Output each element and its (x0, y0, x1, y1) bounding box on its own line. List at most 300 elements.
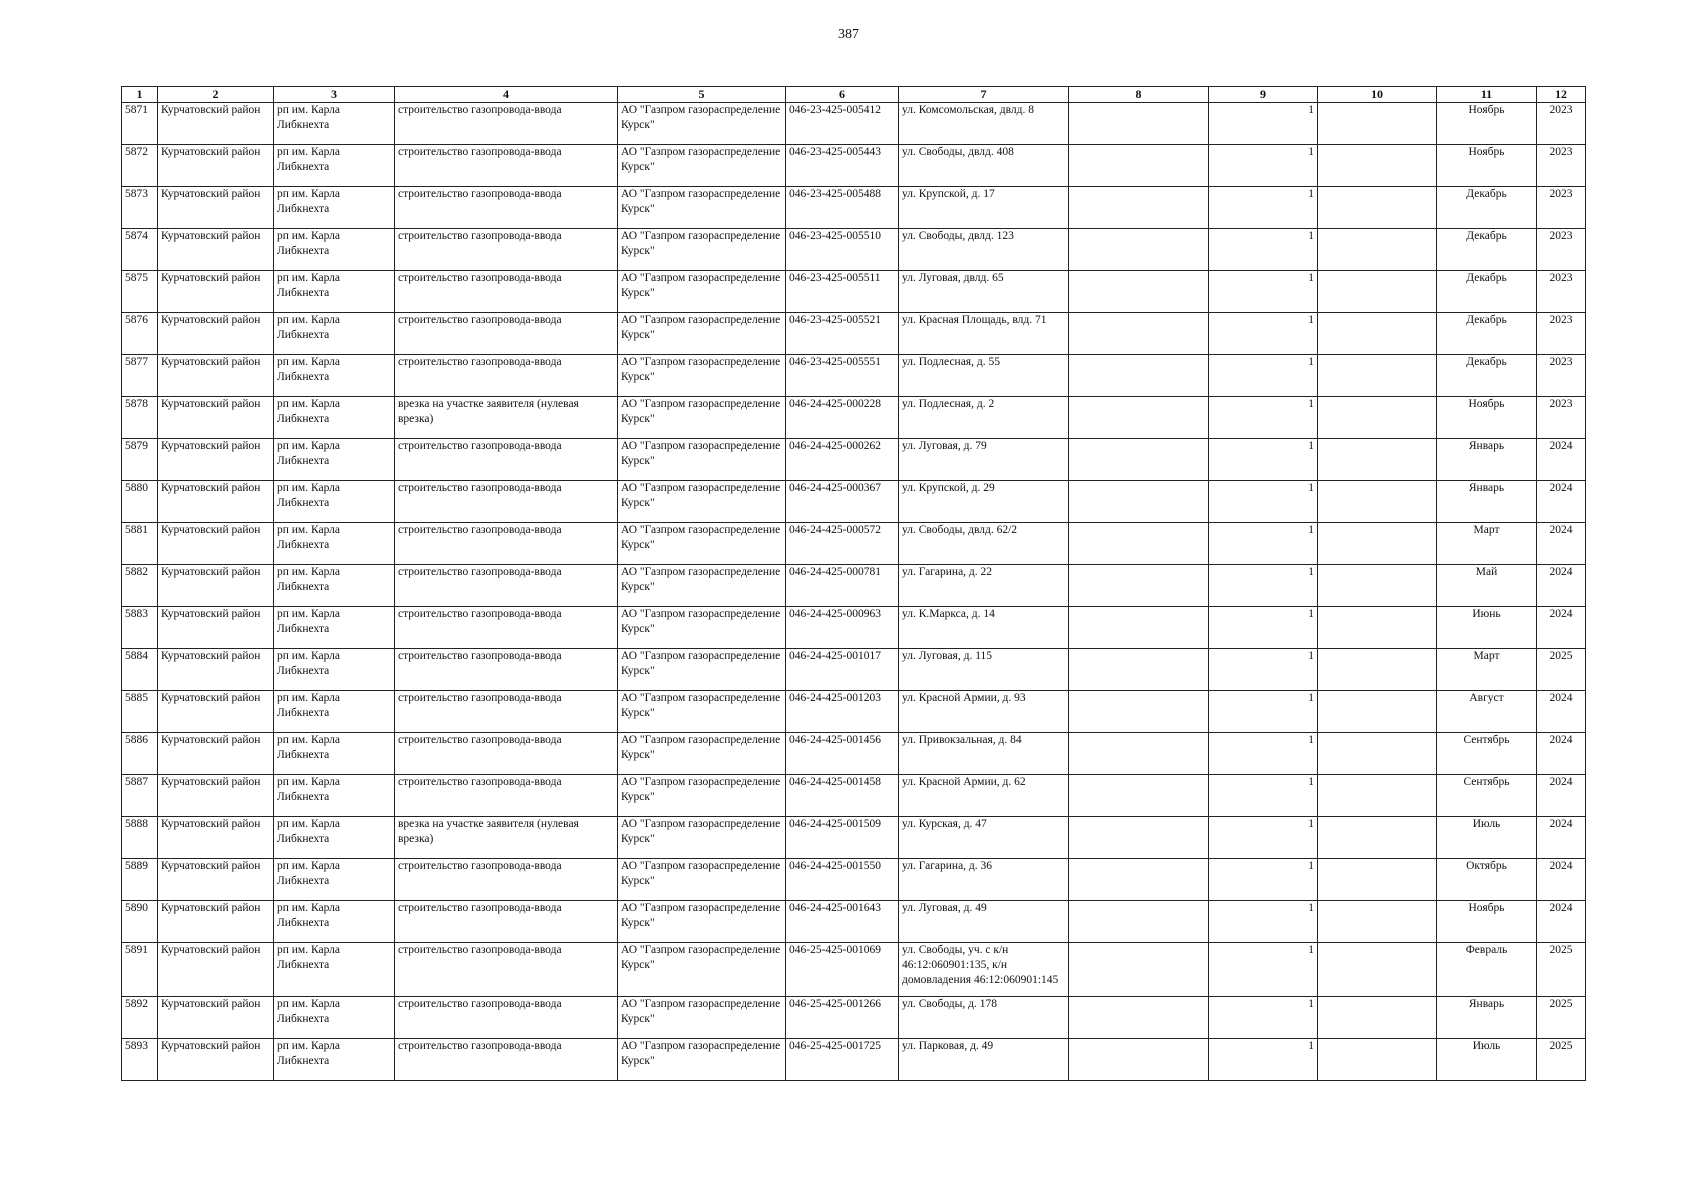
district-cell: Курчатовский район (158, 397, 274, 439)
month-cell: Ноябрь (1437, 103, 1537, 145)
work-type-cell: строительство газопровода-ввода (395, 271, 618, 313)
column-8-cell (1069, 1039, 1209, 1081)
column-8-cell (1069, 775, 1209, 817)
row-number-cell: 5891 (122, 943, 158, 997)
application-code-cell: 046-24-425-001203 (786, 691, 899, 733)
work-type-cell: строительство газопровода-ввода (395, 145, 618, 187)
organization-cell: АО "Газпром газораспределение Курск" (618, 271, 786, 313)
year-cell: 2024 (1537, 775, 1586, 817)
row-number-cell: 5890 (122, 901, 158, 943)
settlement-cell: рп им. Карла Либкнехта (274, 691, 395, 733)
quantity-cell: 1 (1209, 859, 1318, 901)
settlement-cell: рп им. Карла Либкнехта (274, 481, 395, 523)
row-number-cell: 5883 (122, 607, 158, 649)
row-number-cell: 5889 (122, 859, 158, 901)
column-8-cell (1069, 565, 1209, 607)
quantity-cell: 1 (1209, 901, 1318, 943)
column-header: 7 (899, 87, 1069, 103)
address-text: ул. Привокзальная, д. 84 (902, 734, 1022, 746)
column-10-cell (1318, 691, 1437, 733)
row-number-cell: 5886 (122, 733, 158, 775)
quantity-cell: 1 (1209, 439, 1318, 481)
district-cell: Курчатовский район (158, 313, 274, 355)
table-row (122, 229, 1586, 271)
column-10-cell (1318, 439, 1437, 481)
column-10-cell (1318, 817, 1437, 859)
settlement-cell: рп им. Карла Либкнехта (274, 397, 395, 439)
row-number-cell: 5872 (122, 145, 158, 187)
column-10-cell (1318, 901, 1437, 943)
district-cell: Курчатовский район (158, 145, 274, 187)
quantity-cell: 1 (1209, 607, 1318, 649)
month-cell: Ноябрь (1437, 397, 1537, 439)
application-code-cell: 046-23-425-005521 (786, 313, 899, 355)
year-cell: 2025 (1537, 997, 1586, 1039)
address-text: ул. Гагарина, д. 36 (902, 860, 993, 872)
column-10-cell (1318, 943, 1437, 997)
district-cell: Курчатовский район (158, 775, 274, 817)
year-cell: 2023 (1537, 313, 1586, 355)
month-cell: Март (1437, 649, 1537, 691)
organization-cell: АО "Газпром газораспределение Курск" (618, 859, 786, 901)
application-code-cell: 046-23-425-005412 (786, 103, 899, 145)
quantity-cell: 1 (1209, 733, 1318, 775)
address-text: ул. Луговая, д. 79 (902, 440, 987, 452)
column-header: 9 (1209, 87, 1318, 103)
application-code-cell: 046-24-425-000572 (786, 523, 899, 565)
work-type-cell: строительство газопровода-ввода (395, 943, 618, 997)
address-cell (899, 859, 1069, 901)
table-row (122, 733, 1586, 775)
organization-cell: АО "Газпром газораспределение Курск" (618, 997, 786, 1039)
district-cell: Курчатовский район (158, 523, 274, 565)
application-code-cell: 046-23-425-005551 (786, 355, 899, 397)
organization-cell: АО "Газпром газораспределение Курск" (618, 229, 786, 271)
year-cell: 2024 (1537, 733, 1586, 775)
district-cell: Курчатовский район (158, 481, 274, 523)
settlement-cell: рп им. Карла Либкнехта (274, 607, 395, 649)
address-text: ул. Гагарина, д. 22 (902, 566, 993, 578)
address-cell (899, 1039, 1069, 1081)
organization-cell: АО "Газпром газораспределение Курск" (618, 607, 786, 649)
table-row (122, 901, 1586, 943)
address-cell (899, 523, 1069, 565)
month-cell: Ноябрь (1437, 145, 1537, 187)
organization-cell: АО "Газпром газораспределение Курск" (618, 691, 786, 733)
year-cell: 2024 (1537, 523, 1586, 565)
column-header: 8 (1069, 87, 1209, 103)
year-cell: 2024 (1537, 607, 1586, 649)
application-code-cell: 046-24-425-000781 (786, 565, 899, 607)
work-type-cell: строительство газопровода-ввода (395, 649, 618, 691)
address-cell (899, 439, 1069, 481)
work-type-cell: строительство газопровода-ввода (395, 103, 618, 145)
year-cell: 2024 (1537, 901, 1586, 943)
address-cell (899, 397, 1069, 439)
work-type-cell: строительство газопровода-ввода (395, 607, 618, 649)
year-cell: 2024 (1537, 481, 1586, 523)
column-8-cell (1069, 187, 1209, 229)
address-cell (899, 103, 1069, 145)
quantity-cell: 1 (1209, 649, 1318, 691)
month-cell: Сентябрь (1437, 775, 1537, 817)
row-number-cell: 5878 (122, 397, 158, 439)
application-code-cell: 046-24-425-001643 (786, 901, 899, 943)
application-code-cell: 046-24-425-000228 (786, 397, 899, 439)
work-type-cell: строительство газопровода-ввода (395, 439, 618, 481)
address-text: ул. Курская, д. 47 (902, 818, 987, 830)
table-row (122, 145, 1586, 187)
district-cell: Курчатовский район (158, 103, 274, 145)
work-type-cell: строительство газопровода-ввода (395, 1039, 618, 1081)
district-cell: Курчатовский район (158, 901, 274, 943)
address-text: ул. Луговая, д. 115 (902, 650, 993, 662)
column-10-cell (1318, 481, 1437, 523)
row-number-cell: 5871 (122, 103, 158, 145)
month-cell: Сентябрь (1437, 733, 1537, 775)
column-10-cell (1318, 523, 1437, 565)
column-10-cell (1318, 859, 1437, 901)
column-header: 11 (1437, 87, 1537, 103)
column-8-cell (1069, 997, 1209, 1039)
month-cell: Май (1437, 565, 1537, 607)
table-row (122, 523, 1586, 565)
quantity-cell: 1 (1209, 943, 1318, 997)
quantity-cell: 1 (1209, 355, 1318, 397)
year-cell: 2024 (1537, 439, 1586, 481)
district-cell: Курчатовский район (158, 943, 274, 997)
table-row (122, 271, 1586, 313)
quantity-cell: 1 (1209, 565, 1318, 607)
month-cell: Декабрь (1437, 229, 1537, 271)
work-type-cell: строительство газопровода-ввода (395, 733, 618, 775)
organization-cell: АО "Газпром газораспределение Курск" (618, 145, 786, 187)
row-number-cell: 5880 (122, 481, 158, 523)
column-8-cell (1069, 271, 1209, 313)
organization-cell: АО "Газпром газораспределение Курск" (618, 187, 786, 229)
quantity-cell: 1 (1209, 997, 1318, 1039)
address-cell (899, 481, 1069, 523)
month-cell: Октябрь (1437, 859, 1537, 901)
column-header: 6 (786, 87, 899, 103)
row-number-cell: 5884 (122, 649, 158, 691)
column-10-cell (1318, 187, 1437, 229)
quantity-cell: 1 (1209, 817, 1318, 859)
table-row (122, 313, 1586, 355)
month-cell: Март (1437, 523, 1537, 565)
work-type-cell: врезка на участке заявителя (нулевая врезка) (395, 817, 618, 859)
row-number-cell: 5879 (122, 439, 158, 481)
month-cell: Июнь (1437, 607, 1537, 649)
column-8-cell (1069, 649, 1209, 691)
month-cell: Ноябрь (1437, 901, 1537, 943)
settlement-cell: рп им. Карла Либкнехта (274, 565, 395, 607)
district-cell: Курчатовский район (158, 439, 274, 481)
address-cell (899, 271, 1069, 313)
row-number-cell: 5892 (122, 997, 158, 1039)
quantity-cell: 1 (1209, 523, 1318, 565)
row-number-cell: 5893 (122, 1039, 158, 1081)
year-cell: 2024 (1537, 691, 1586, 733)
column-10-cell (1318, 313, 1437, 355)
column-8-cell (1069, 523, 1209, 565)
row-number-cell: 5882 (122, 565, 158, 607)
application-code-cell: 046-23-425-005510 (786, 229, 899, 271)
table-row (122, 355, 1586, 397)
month-cell: Декабрь (1437, 271, 1537, 313)
row-number-cell: 5873 (122, 187, 158, 229)
column-header: 1 (122, 87, 158, 103)
application-code-cell: 046-24-425-000367 (786, 481, 899, 523)
work-type-cell: строительство газопровода-ввода (395, 901, 618, 943)
page-number: 387 (838, 27, 859, 42)
column-10-cell (1318, 565, 1437, 607)
district-cell: Курчатовский район (158, 649, 274, 691)
column-header: 12 (1537, 87, 1586, 103)
district-cell: Курчатовский район (158, 271, 274, 313)
organization-cell: АО "Газпром газораспределение Курск" (618, 481, 786, 523)
quantity-cell: 1 (1209, 145, 1318, 187)
work-type-cell: строительство газопровода-ввода (395, 229, 618, 271)
work-type-cell: строительство газопровода-ввода (395, 565, 618, 607)
month-cell: Январь (1437, 481, 1537, 523)
address-cell (899, 145, 1069, 187)
application-code-cell: 046-24-425-001509 (786, 817, 899, 859)
address-cell (899, 649, 1069, 691)
column-10-cell (1318, 397, 1437, 439)
year-cell: 2025 (1537, 943, 1586, 997)
settlement-cell: рп им. Карла Либкнехта (274, 859, 395, 901)
settlement-cell: рп им. Карла Либкнехта (274, 649, 395, 691)
month-cell: Декабрь (1437, 313, 1537, 355)
year-cell: 2023 (1537, 145, 1586, 187)
column-header: 3 (274, 87, 395, 103)
application-code-cell: 046-24-425-001550 (786, 859, 899, 901)
quantity-cell: 1 (1209, 229, 1318, 271)
organization-cell: АО "Газпром газораспределение Курск" (618, 313, 786, 355)
organization-cell: АО "Газпром газораспределение Курск" (618, 439, 786, 481)
column-8-cell (1069, 901, 1209, 943)
address-cell (899, 187, 1069, 229)
table-row (122, 481, 1586, 523)
settlement-cell: рп им. Карла Либкнехта (274, 103, 395, 145)
district-cell: Курчатовский район (158, 355, 274, 397)
organization-cell: АО "Газпром газораспределение Курск" (618, 901, 786, 943)
district-cell: Курчатовский район (158, 817, 274, 859)
column-8-cell (1069, 481, 1209, 523)
column-8-cell (1069, 397, 1209, 439)
data-table (121, 86, 1586, 1081)
column-10-cell (1318, 103, 1437, 145)
month-cell: Август (1437, 691, 1537, 733)
year-cell: 2024 (1537, 817, 1586, 859)
address-text: ул. Свободы, двлд. 62/2 (902, 524, 1018, 536)
work-type-cell: строительство газопровода-ввода (395, 523, 618, 565)
table-row (122, 859, 1586, 901)
table-row (122, 439, 1586, 481)
table-row (122, 1039, 1586, 1081)
application-code-cell: 046-24-425-000963 (786, 607, 899, 649)
organization-cell: АО "Газпром газораспределение Курск" (618, 943, 786, 997)
row-number-cell: 5876 (122, 313, 158, 355)
month-cell: Июль (1437, 1039, 1537, 1081)
month-cell: Январь (1437, 997, 1537, 1039)
quantity-cell: 1 (1209, 187, 1318, 229)
work-type-cell: строительство газопровода-ввода (395, 859, 618, 901)
year-cell: 2023 (1537, 103, 1586, 145)
settlement-cell: рп им. Карла Либкнехта (274, 943, 395, 997)
month-cell: Декабрь (1437, 355, 1537, 397)
address-cell (899, 733, 1069, 775)
month-cell: Декабрь (1437, 187, 1537, 229)
district-cell: Курчатовский район (158, 733, 274, 775)
quantity-cell: 1 (1209, 775, 1318, 817)
application-code-cell: 046-24-425-001456 (786, 733, 899, 775)
organization-cell: АО "Газпром газораспределение Курск" (618, 1039, 786, 1081)
month-cell: Июль (1437, 817, 1537, 859)
row-number-cell: 5887 (122, 775, 158, 817)
row-number-cell: 5888 (122, 817, 158, 859)
address-cell (899, 229, 1069, 271)
column-8-cell (1069, 859, 1209, 901)
address-text: ул. Подлесная, д. 2 (902, 398, 995, 410)
district-cell: Курчатовский район (158, 1039, 274, 1081)
work-type-cell: строительство газопровода-ввода (395, 481, 618, 523)
row-number-cell: 5877 (122, 355, 158, 397)
row-number-cell: 5875 (122, 271, 158, 313)
column-header: 4 (395, 87, 618, 103)
year-cell: 2024 (1537, 859, 1586, 901)
column-header: 10 (1318, 87, 1437, 103)
district-cell: Курчатовский район (158, 187, 274, 229)
quantity-cell: 1 (1209, 271, 1318, 313)
work-type-cell: строительство газопровода-ввода (395, 355, 618, 397)
address-text: ул. Красной Армии, д. 93 (902, 692, 1026, 704)
settlement-cell: рп им. Карла Либкнехта (274, 145, 395, 187)
column-8-cell (1069, 439, 1209, 481)
address-cell (899, 313, 1069, 355)
table-row (122, 607, 1586, 649)
column-8-cell (1069, 607, 1209, 649)
district-cell: Курчатовский район (158, 565, 274, 607)
year-cell: 2023 (1537, 229, 1586, 271)
quantity-cell: 1 (1209, 481, 1318, 523)
address-cell (899, 997, 1069, 1039)
table-row (122, 691, 1586, 733)
year-cell: 2025 (1537, 649, 1586, 691)
address-text: ул. Крупской, д. 17 (902, 188, 995, 200)
column-10-cell (1318, 775, 1437, 817)
table-row (122, 187, 1586, 229)
work-type-cell: строительство газопровода-ввода (395, 313, 618, 355)
column-10-cell (1318, 271, 1437, 313)
table-row (122, 103, 1586, 145)
address-text: ул. Свободы, двлд. 408 (902, 146, 1014, 158)
quantity-cell: 1 (1209, 691, 1318, 733)
address-text: ул. Подлесная, д. 55 (902, 356, 1000, 368)
application-code-cell: 046-24-425-001458 (786, 775, 899, 817)
address-text: ул. Парковая, д. 49 (902, 1040, 994, 1052)
organization-cell: АО "Газпром газораспределение Курск" (618, 733, 786, 775)
address-text: ул. Красная Площадь, влд. 71 (902, 314, 1047, 326)
quantity-cell: 1 (1209, 1039, 1318, 1081)
organization-cell: АО "Газпром газораспределение Курск" (618, 397, 786, 439)
settlement-cell: рп им. Карла Либкнехта (274, 1039, 395, 1081)
quantity-cell: 1 (1209, 313, 1318, 355)
district-cell: Курчатовский район (158, 691, 274, 733)
organization-cell: АО "Газпром газораспределение Курск" (618, 775, 786, 817)
year-cell: 2023 (1537, 187, 1586, 229)
row-number-cell: 5885 (122, 691, 158, 733)
address-text: ул. Крупской, д. 29 (902, 482, 995, 494)
table-row (122, 775, 1586, 817)
settlement-cell: рп им. Карла Либкнехта (274, 313, 395, 355)
application-code-cell: 046-25-425-001266 (786, 997, 899, 1039)
application-code-cell: 046-24-425-000262 (786, 439, 899, 481)
settlement-cell: рп им. Карла Либкнехта (274, 817, 395, 859)
column-8-cell (1069, 313, 1209, 355)
application-code-cell: 046-25-425-001069 (786, 943, 899, 997)
column-10-cell (1318, 145, 1437, 187)
column-10-cell (1318, 1039, 1437, 1081)
address-text: ул. К.Маркса, д. 14 (902, 608, 995, 620)
table-row (122, 943, 1586, 997)
address-cell (899, 943, 1069, 997)
year-cell: 2023 (1537, 271, 1586, 313)
address-cell (899, 901, 1069, 943)
column-8-cell (1069, 229, 1209, 271)
district-cell: Курчатовский район (158, 607, 274, 649)
column-header: 5 (618, 87, 786, 103)
year-cell: 2023 (1537, 397, 1586, 439)
column-10-cell (1318, 733, 1437, 775)
column-10-cell (1318, 607, 1437, 649)
application-code-cell: 046-23-425-005488 (786, 187, 899, 229)
column-10-cell (1318, 997, 1437, 1039)
address-cell (899, 355, 1069, 397)
address-cell (899, 607, 1069, 649)
year-cell: 2023 (1537, 355, 1586, 397)
settlement-cell: рп им. Карла Либкнехта (274, 775, 395, 817)
work-type-cell: строительство газопровода-ввода (395, 775, 618, 817)
organization-cell: АО "Газпром газораспределение Курск" (618, 103, 786, 145)
organization-cell: АО "Газпром газораспределение Курск" (618, 649, 786, 691)
organization-cell: АО "Газпром газораспределение Курск" (618, 565, 786, 607)
address-text: ул. Красной Армии, д. 62 (902, 776, 1026, 788)
column-8-cell (1069, 733, 1209, 775)
year-cell: 2024 (1537, 565, 1586, 607)
quantity-cell: 1 (1209, 103, 1318, 145)
settlement-cell: рп им. Карла Либкнехта (274, 229, 395, 271)
district-cell: Курчатовский район (158, 997, 274, 1039)
organization-cell: АО "Газпром газораспределение Курск" (618, 523, 786, 565)
address-cell (899, 565, 1069, 607)
address-text: ул. Свободы, уч. с к/н 46:12:060901:135, к/н домовладения 46:12:060901:145 (902, 944, 1059, 986)
month-cell: Январь (1437, 439, 1537, 481)
address-text: ул. Свободы, двлд. 123 (902, 230, 1014, 242)
organization-cell: АО "Газпром газораспределение Курск" (618, 355, 786, 397)
column-8-cell (1069, 103, 1209, 145)
table-row (122, 397, 1586, 439)
table-body (122, 103, 1586, 1081)
table-row (122, 649, 1586, 691)
settlement-cell: рп им. Карла Либкнехта (274, 523, 395, 565)
district-cell: Курчатовский район (158, 229, 274, 271)
address-text: ул. Свободы, д. 178 (902, 998, 997, 1010)
settlement-cell: рп им. Карла Либкнехта (274, 439, 395, 481)
year-cell: 2025 (1537, 1039, 1586, 1081)
address-cell (899, 817, 1069, 859)
